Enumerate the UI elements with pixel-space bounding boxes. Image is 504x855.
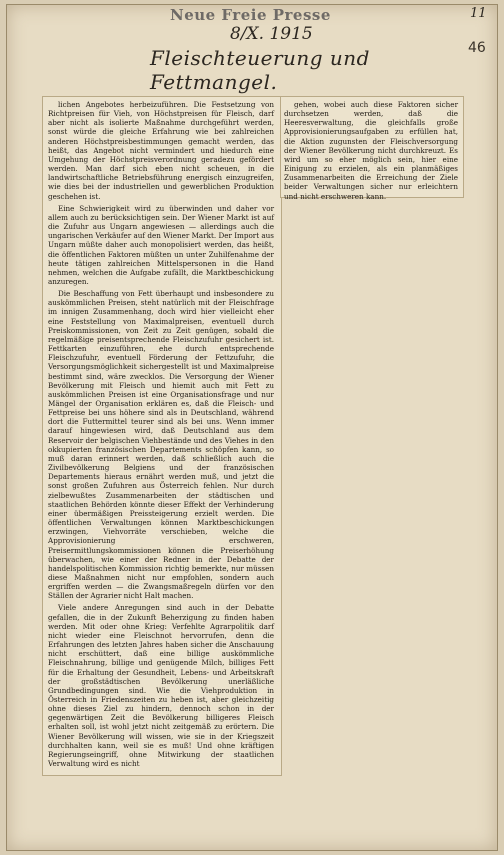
- page-number: 46: [468, 40, 486, 56]
- corner-mark: 11: [470, 6, 487, 21]
- paragraph: Eine Schwierigkeit wird zu überwinden und daher vor allem auch zu berücksichtigen sein. Der Wiener Markt ist auf die Zufuhr aus Ungarn angewiesen — allerdings auch die ungarischen Verkäufer auf den Wiener Markt. Der Import aus Ungarn müßte daher auch monopolisiert werden, das heißt, die öffentlichen Faktoren müßten un unter Zuhilfenahme der heute tätigen zahlreichen Mittelspersonen in die Hand nehmen, welchen die Aufgabe zufällt, die Marktbeschickung anzuregen.: [48, 203, 274, 286]
- paragraph: Viele andere Anregungen sind auch in der Debatte gefallen, die in der Zukunft Beherzigung zu finden haben werden. Mit oder ohne Krieg: Verfehlte Agrarpolitik darf nicht wieder eine Fleischnot hervorrufen, denn die Erfahrungen des letzten Jahres haben sicher die Anschauung nicht erschüttert, daß eine billige auskömmliche Fleischnahrung, billige und genügende Milch, billiges Fett für die Erhaltung der Gesundheit, Lebens- und Arbeitskraft der großstädtischen Bevölkerung unerläßliche Grundbedingungen sind. Wie die Viehproduktion in Österreich in Friedenszeiten zu heben ist, aber gleichzeitig ohne dieses Ziel zu hindern, dennoch schon in der gegenwärtigen Zeit die Bevölkerung billigeres Fleisch erhalten soll, ist wohl jetzt nicht zeitgemäß zu erörtern. Die Wiener Bevölkerung will wissen, wie sie in der Kriegszeit durchhalten kann, weil sie es muß! Und ohne kräftigen Regierungseingriff, ohne Mitwirkung der staatlichen Verwaltung wird es nicht: [48, 603, 274, 769]
- paragraph: lichen Angebotes herbeizuführen. Die Festsetzung von Richtpreisen für Vieh, von Höchstpreisen für Fleisch, darf aber nicht als isolierte Maßnahme durchgeführt werden, sonst würde die gleiche Erfahrung wie bei zahlreichen anderen Höchstpreisbestimmungen gemacht werden, das heißt, das Angebot nicht vermindert und hiedurch eine Umgehung der Höchstpreisverordnung geradezu gefördert werden. Man darf sich eben nicht scheuen, in die landwirtschaftliche Betriebsführung energisch einzugreifen, wie dies bei der industriellen und gewerblichen Produktion geschehen ist.: [48, 100, 274, 201]
- handwritten-date: 8/X. 1915: [230, 24, 313, 44]
- handwritten-title: Fleischteuerung und Fettmangel.: [150, 46, 370, 94]
- paragraph: Die Beschaffung von Fett überhaupt und insbesondere zu auskömmlichen Preisen, steht natürlich mit der Fleischfrage im innigen Zusammenhang, doch wird hier vielleicht eher eine Feststellung von Maximalpreisen, eventuell durch Preiskommissionen, von Zeit zu Zeit genügen, sobald die regelmäßige preisentsprechende Fleischzufuhr gesichert ist. Fettkarten einzuführen, ehe durch entsprechende Fleischzufuhr, eventuell Förderung der Fettzufuhr, die Versorgungsmöglichkeit sichergestellt ist und Maximalpreise bestimmt sind, wäre zwecklos. Die Versorgung der Wiener Bevölkerung mit Fleisch und hiemit auch mit Fett zu auskömmlichen Preisen ist eine Organisationsfrage und nur Mängel der Organisation erklären es, daß die Fleisch- und Fettpreise bei uns höhere sind als in Deutschland, während dort die Futtermittel teurer sind als bei uns. Wenn immer darauf hingewiesen wird, daß Deutschland aus dem Reservoir der belgischen Viehbestände und des Viehes in den okkupierten französischen Departements schöpfen kann, so muß daran erinnert werden, daß schließlich auch die Zivilbevölkerung Belgiens und der französischen Departements hieraus ernährt werden muß, und jetzt die sonst großen Zufuhren aus Österreich fehlen. Nur durch zielbewußtes Zusammenarbeiten der städtischen und staatlichen Behörden könnte dieser Effekt der Verhinderung einer übermäßigen Preissteigerung erzielt werden. Die öffentlichen Verwaltungen können Marktbeschickungen erzwingen, Viehvorräte verschieben, welche die Approvisionierung erschweren, Preisermittlungskommissionen können die Preiserhöhung überwachen, wie einer der Redner in der Debatte der handelspolitischen Kommission richtig bemerkte, nur müssen diese Maßnahmen nicht nur empfohlen, sondern auch ergriffen werden — die Zwangsmaßregeln dürfen vor den Ställen der Agrarier nicht Halt machen.: [48, 289, 274, 601]
- newspaper-masthead: Neue Freie Presse: [170, 6, 331, 24]
- paragraph: gehen, wobei auch diese Faktoren sicher durchsetzen werden, daß die Heeresverwaltung, die gleichfalls große Approvisionierungsaufgaben zu erfüllen hat, die Aktion zugunsten der Fleischversorgung der Wiener Bevölkerung nicht durchkreuzt. Es wird um so eher möglich sein, hier eine Einigung zu erzielen, als ein planmäßiges Zusammenarbeiten die Erreichung der Ziele beider Verwaltungen sicher nur erleichtern und nicht erschweren kann.: [284, 100, 458, 201]
- article-column-left: [48, 100, 274, 772]
- article-column-right: [284, 100, 458, 201]
